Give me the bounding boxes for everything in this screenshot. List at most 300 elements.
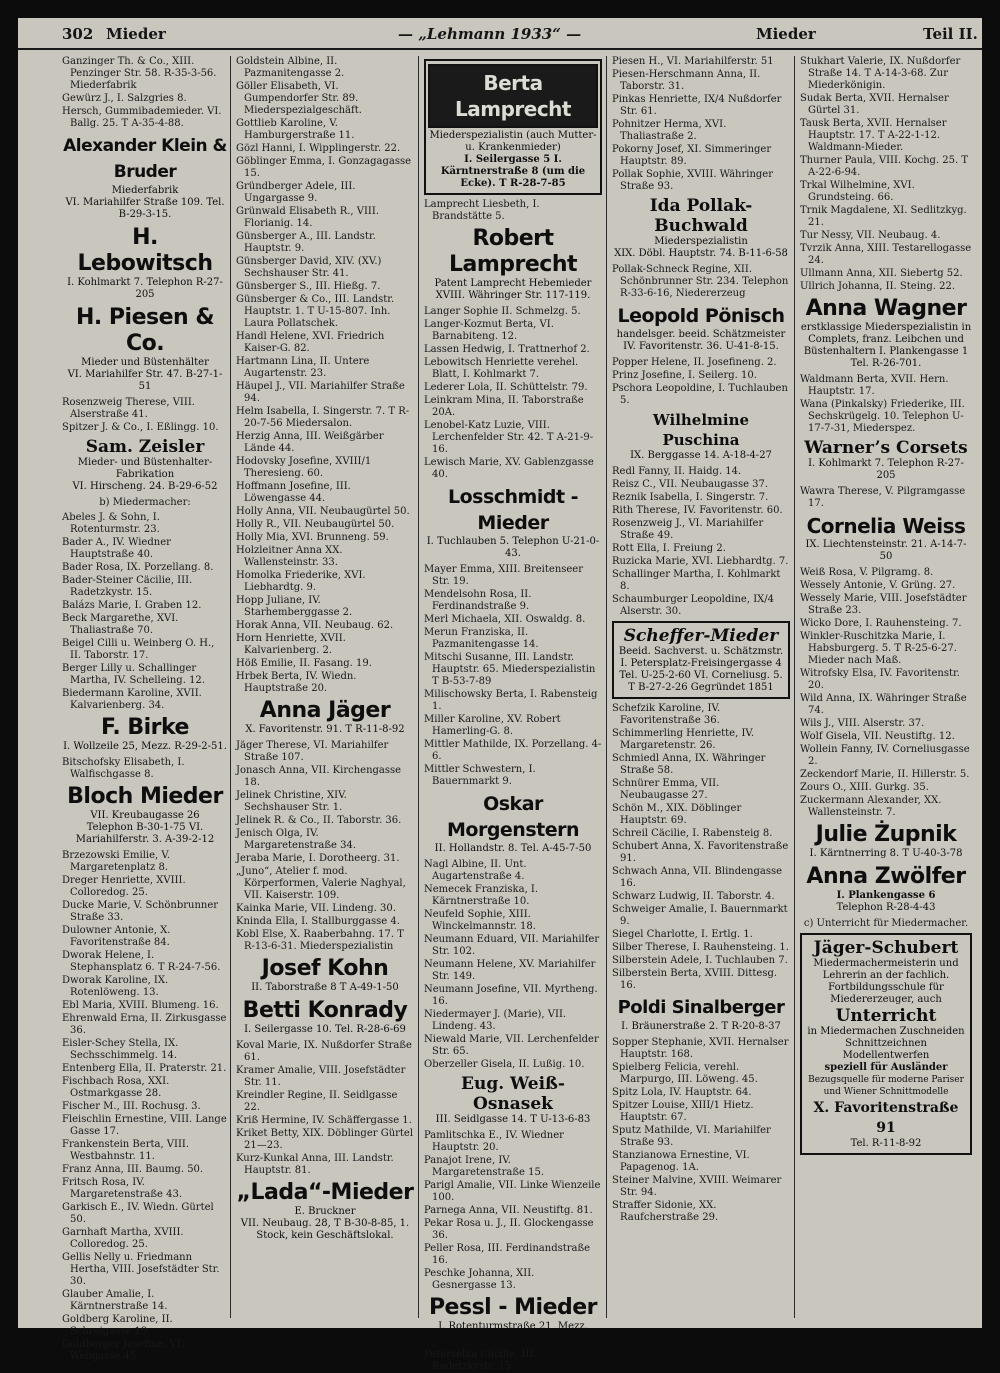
ad-weiss-osnasek bbox=[424, 1074, 602, 1126]
list-item: Kreindler Regine, II. Seidlgasse 22. bbox=[236, 1090, 398, 1113]
entry-list bbox=[612, 264, 790, 300]
list-item: Grünwald Elisabeth R., VIII. Florianig. 14. bbox=[236, 206, 380, 229]
ad-text: speziell für Ausländer bbox=[824, 1062, 948, 1073]
list-item: Mittler Mathilde, IX. Porzellang. 4-6. bbox=[424, 739, 602, 762]
ad-text: Warner’s Corsets bbox=[804, 438, 968, 458]
list-item: Ruzicka Marie, XVI. Liebhardtg. 7. bbox=[612, 556, 789, 567]
list-item: Merun Franziska, II. Pazmanitengasse 14. bbox=[424, 627, 539, 650]
list-item: Schallinger Martha, I. Kohlmarkt 8. bbox=[612, 569, 781, 592]
list-item: Mitschi Susanne, III. Landstr. Hauptstr. 65. Miederspezialistin T B-53-7-89 bbox=[424, 652, 596, 687]
list-item: Wana (Pinkalsky) Friederike, III. Sechskrügelg. 10. Telephon U-17-7-31, Miederspez. bbox=[800, 399, 965, 434]
list-item: Schmiedl Anna, IX. Währinger Straße 58. bbox=[612, 753, 766, 776]
entry-list bbox=[424, 1349, 602, 1373]
list-item: Parnega Anna, VII. Neustiftg. 81. bbox=[424, 1205, 593, 1216]
list-item: Hopp Juliane, IV. Starhemberggasse 2. bbox=[236, 595, 353, 618]
list-item: Pinkas Henriette, IX/4 Nußdorfer Str. 61. bbox=[612, 94, 782, 117]
list-item: Milischowsky Berta, I. Rabensteig 1. bbox=[424, 689, 598, 712]
ad-losschmidt bbox=[424, 484, 602, 560]
ad-text: III. Seidlgasse 14. T U-13-6-83 bbox=[435, 1114, 591, 1125]
list-item: Horn Henriette, XVII. Kalvarienberg. 2. bbox=[236, 633, 346, 656]
page-header bbox=[18, 18, 982, 50]
list-item: Schön M., XIX. Döblinger Hauptstr. 69. bbox=[612, 803, 742, 826]
list-item: Helm Isabella, I. Singerstr. 7. T R-20-7-56 Miedersalon. bbox=[236, 406, 410, 429]
list-item: Lassen Hedwig, I. Trattnerhof 2. bbox=[424, 344, 590, 355]
ad-text: Alexander Klein & Bruder bbox=[63, 136, 227, 182]
list-item: Neufeld Sophie, XIII. Winckelmannstr. 18. bbox=[424, 909, 536, 932]
list-item: Fischer M., III. Rochusg. 3. bbox=[62, 1101, 201, 1112]
list-item: Höß Emilie, II. Fasang. 19. bbox=[236, 658, 372, 669]
list-item: Witrofsky Elsa, IV. Favoritenstr. 20. bbox=[800, 668, 960, 691]
list-item: Handl Helene, XVI. Friedrich Kaiser-G. 82. bbox=[236, 331, 385, 354]
ad-text: Patent Lamprecht Hebemieder XVIII. Währinger Str. 117-119. bbox=[434, 278, 592, 301]
list-item: Fritsch Rosa, IV. Margaretenstraße 43. bbox=[62, 1177, 182, 1200]
ad-lebowitsch bbox=[62, 225, 228, 301]
list-item: Gözl Hanni, I. Wipplingerstr. 22. bbox=[236, 143, 401, 154]
ad-sinalberger bbox=[612, 995, 790, 1033]
section-heading: c) Unterricht für Miedermacher. bbox=[803, 918, 969, 929]
ad-text: I. Kohlmarkt 7. Telephon R-27-205 bbox=[808, 458, 964, 481]
list-item: Lebowitsch Henriette verehel. Blatt, I. Kohlmarkt 7. bbox=[424, 357, 579, 380]
ad-birke bbox=[62, 715, 228, 753]
list-item: Straffer Sidonie, XX. Raufcherstraße 29. bbox=[612, 1200, 719, 1223]
list-item: Ganzinger Th. & Co., XIII. Penzinger Str. 58. R-35-3-56. Miederfabrik bbox=[62, 56, 217, 91]
ad-text: Telephon R-28-4-43 bbox=[836, 902, 936, 913]
ad-text: Miedermachermeisterin und Lehrerin an der fachlich. Fortbildungsschule für Miedererzeuger, auch bbox=[813, 958, 959, 1005]
ad-text: X. Favoritenstr. 91. T R-11-8-92 bbox=[245, 724, 405, 735]
list-item: Ehrenwald Erna, II. Zirkusgasse 36. bbox=[62, 1013, 227, 1036]
list-item: Lamprecht Liesbeth, I. Brandstätte 5. bbox=[424, 199, 540, 222]
ad-text: Anna Jäger bbox=[259, 698, 391, 723]
ad-text: Bloch Mieder bbox=[67, 784, 223, 809]
list-item: Holly R., VII. Neubaugürtel 50. bbox=[236, 519, 395, 530]
list-item: Homolka Friederike, XVI. Liebhardtg. 9. bbox=[236, 570, 366, 593]
list-item: Wawra Therese, V. Pilgramgasse 17. bbox=[800, 486, 966, 509]
list-item: Ducke Marie, V. Schönbrunner Straße 33. bbox=[62, 900, 219, 923]
list-item: Popper Helene, II. Josefineng. 2. bbox=[612, 357, 777, 368]
list-item: Koval Marie, IX. Nußdorfer Straße 61. bbox=[236, 1040, 412, 1063]
ad-text: Mieder und Büstenhälter bbox=[81, 357, 209, 368]
list-item: Günsberger David, XIV. (XV.) Sechshauser Str. 41. bbox=[236, 256, 382, 279]
list-item: Hoffmann Josefine, III. Löwengasse 44. bbox=[236, 481, 351, 504]
list-item: Redl Fanny, II. Haidg. 14. bbox=[612, 466, 742, 477]
list-item: Zeckendorf Marie, II. Hillerstr. 5. bbox=[800, 769, 970, 780]
ad-text: Sam. Zeisler bbox=[85, 437, 205, 457]
ad-text: IX. Liechtensteinstr. 21. A-14-7-50 bbox=[805, 539, 967, 562]
ad-berta-lamprecht bbox=[424, 59, 602, 195]
list-item: Spitzer J. & Co., I. Eßlingg. 10. bbox=[62, 422, 219, 433]
entry-list bbox=[236, 1040, 414, 1177]
list-item: Beck Margarethe, XVI. Thaliastraße 70. bbox=[62, 613, 179, 636]
list-item: Langer-Kozmut Berta, VI. Barnabiteng. 12. bbox=[424, 319, 554, 342]
list-item: Parigl Amalie, VII. Linke Wienzeile 100. bbox=[424, 1180, 601, 1203]
list-item: Dreger Henriette, XVIII. Colloredog. 25. bbox=[62, 875, 186, 898]
list-item: Goldberg Karoline, II. Schreigasse 19. bbox=[62, 1314, 173, 1337]
entry-list bbox=[62, 757, 228, 781]
list-item: Trnik Magdalene, XI. Sedlitzkyg. 21. bbox=[800, 205, 967, 228]
list-item: Schimmerling Henriette, IV. Margaretenstr. 26. bbox=[612, 728, 755, 751]
list-item: Dworak Karoline, IX. Rotenlöweng. 13. bbox=[62, 975, 169, 998]
entry-list bbox=[424, 859, 602, 1071]
ad-betti-konrady bbox=[236, 998, 414, 1036]
list-item: Spielberg Felicia, verehl. Marpurgo, III. Löweng. 45. bbox=[612, 1062, 758, 1085]
list-item: Schefzik Karoline, IV. Favoritenstraße 36. bbox=[612, 703, 721, 726]
column-5 bbox=[800, 56, 972, 1318]
list-item: Niewald Marie, VII. Lerchenfelder Str. 65. bbox=[424, 1034, 599, 1057]
list-item: Pokorny Josef, XI. Simmeringer Hauptstr. 89. bbox=[612, 144, 772, 167]
entry-list bbox=[424, 1130, 602, 1292]
list-item: Günsberger S., III. Hießg. 7. bbox=[236, 281, 381, 292]
ad-text: II. Taborstraße 8 T A-49-1-50 bbox=[251, 982, 399, 993]
section-heading: b) Miedermacher: bbox=[99, 497, 191, 508]
ad-text: Oskar Morgenstern bbox=[446, 793, 580, 841]
list-item: Kobl Else, X. Raaberbahng. 17. T R-13-6-31. Miederspezialistin bbox=[236, 929, 404, 952]
list-item: Schweiger Amalie, I. Bauernmarkt 9. bbox=[612, 904, 788, 927]
list-item: Weiß Rosa, V. Pilgramg. 8. bbox=[800, 567, 934, 578]
list-item: Mittler Schwestern, I. Bauernmarkt 9. bbox=[424, 764, 536, 787]
ad-text: Ida Pollak-Buchwald bbox=[649, 196, 753, 236]
list-item: Stukhart Valerie, IX. Nußdorfer Straße 14. T A-14-3-68. Zur Miederkönigin. bbox=[800, 56, 961, 91]
entry-list bbox=[62, 397, 228, 434]
entry-list bbox=[800, 567, 972, 819]
column-rule bbox=[794, 56, 795, 1318]
ad-text: Leopold Pönisch bbox=[617, 305, 785, 327]
list-item: Biedermann Karoline, XVII. Kalvarienberg. 34. bbox=[62, 688, 202, 711]
list-item: Kriß Hermine, IV. Schäffergasse 1. bbox=[236, 1115, 412, 1126]
ad-josef-kohn bbox=[236, 956, 414, 994]
list-item: Wils J., VIII. Alserstr. 37. bbox=[800, 718, 925, 729]
ad-text: „Lada“-Mieder bbox=[236, 1180, 414, 1205]
list-item: „Juno“, Atelier f. mod. Körperformen, Valerie Naghyal, VII. Kaiserstr. 109. bbox=[236, 866, 406, 901]
ad-zeisler bbox=[62, 437, 228, 493]
list-item: Rith Therese, IV. Favoritenstr. 60. bbox=[612, 505, 783, 516]
list-item: Langer Sophie II. Schmelzg. 5. bbox=[424, 306, 581, 317]
ad-text: Berta Lamprecht bbox=[455, 71, 571, 121]
entry-list bbox=[424, 306, 602, 481]
list-item: Bader-Steiner Cäcilie, III. Radetzkystr. 15. bbox=[62, 575, 193, 598]
directory-page bbox=[18, 18, 982, 1372]
ad-text: I. Kohlmarkt 7. Telephon R-27-205 bbox=[67, 277, 223, 300]
ad-text: erstklassige Miederspezialistin in Complets, franz. Leibchen und Büstenhaltern I. Plankengasse 1 Tel. R-26-701. bbox=[800, 322, 972, 369]
ad-warners-corsets bbox=[800, 438, 972, 482]
entry-list bbox=[612, 357, 790, 407]
list-item: Lederer Lola, II. Schüttelstr. 79. bbox=[424, 382, 588, 393]
list-item: Dulowner Antonie, X. Favoritenstraße 84. bbox=[62, 925, 171, 948]
list-item: Tausk Berta, XVII. Hernalser Hauptstr. 17. T A-22-1-12. Waldmann-Mieder. bbox=[800, 118, 947, 153]
list-item: Schubert Anna, X. Favoritenstraße 91. bbox=[612, 841, 789, 864]
list-item: Jeraba Marie, I. Dorotheerg. 31. bbox=[236, 853, 400, 864]
entry-list bbox=[62, 56, 228, 130]
list-item: Piesen-Herschmann Anna, II. Taborstr. 31. bbox=[612, 69, 761, 92]
list-item: Goldberger Josefine, VI. Webgasse 45. bbox=[62, 1339, 184, 1362]
list-item: Rosenzweig J., VI. Mariahilfer Straße 49. bbox=[612, 518, 764, 541]
ad-text: I. Wollzeile 25, Mezz. R-29-2-51. bbox=[63, 741, 227, 752]
entry-list bbox=[612, 703, 790, 992]
ad-text: I. Tuchlauben 5. Telephon U-21-0-43. bbox=[426, 536, 600, 559]
ad-anna-zwoelfer bbox=[800, 864, 972, 914]
list-item: Schwarz Ludwig, II. Taborstr. 4. bbox=[612, 891, 775, 902]
list-item: Abeles J. & Sohn, I. Rotenturmstr. 23. bbox=[62, 512, 160, 535]
entry-list bbox=[800, 486, 972, 510]
ad-text: Miederspezialistin (auch Mutter- u. Krankenmieder) bbox=[429, 130, 597, 153]
list-item: Zuckermann Alexander, XX. Wallensteinstr. 7. bbox=[800, 795, 942, 818]
ad-julie-zupnik bbox=[800, 822, 972, 860]
column-rule bbox=[418, 56, 419, 1318]
ad-text: IX. Berggasse 14. A-18-4-27 bbox=[630, 450, 772, 461]
ad-poenisch bbox=[612, 303, 790, 353]
ad-text: Beeid. Sachverst. u. Schätzmstr. I. Petersplatz-Freisingergasse 4 Tel. U-25-2-60 VI. Corneliusg. 5. T B-27-2-26 Gegründet 1851 bbox=[618, 646, 784, 693]
list-item: Jelinek Christine, XIV. Sechshauser Str. 1. bbox=[236, 790, 347, 813]
ad-text: Telephon B-30-1-75 VI. Mariahilferstr. 3. A-39-2-12 bbox=[75, 822, 215, 845]
list-item: Kurz-Kunkal Anna, III. Landstr. Hauptstr. 81. bbox=[236, 1153, 394, 1176]
ad-klein-bruder bbox=[62, 133, 228, 221]
list-item: Waldmann Berta, XVII. Hern. Hauptstr. 17. bbox=[800, 374, 949, 397]
list-item: Holly Mia, XVI. Brunneng. 59. bbox=[236, 532, 389, 543]
header-part: Teil II. bbox=[923, 25, 978, 43]
list-item: Wild Anna, IX. Währinger Straße 74. bbox=[800, 693, 967, 716]
list-item: Jonasch Anna, VII. Kirchengasse 18. bbox=[236, 765, 402, 788]
ad-text: Josef Kohn bbox=[261, 956, 389, 981]
list-item: Beigel Cilli u. Weinberg O. H., II. Taborstr. 17. bbox=[62, 638, 215, 661]
ad-text: I. Rotenturmstraße 21, Mezz. Telephon U-26-5-13 bbox=[438, 1321, 588, 1344]
ad-text: I. Bräunerstraße 2. T R-20-8-37 bbox=[621, 1021, 781, 1032]
list-item: Wolf Gisela, VII. Neustiftg. 12. bbox=[800, 731, 955, 742]
list-item: Hodovsky Josefine, XVIII/1 Theresieng. 60. bbox=[236, 456, 372, 479]
list-item: Fleischlin Ernestine, VIII. Lange Gasse 17. bbox=[62, 1114, 227, 1137]
list-item: Neumann Eduard, VII. Mariahilfer Str. 102. bbox=[424, 934, 600, 957]
list-item: Hartmann Lina, II. Untere Augartenstr. 23. bbox=[236, 356, 370, 379]
ad-text: E. Bruckner bbox=[294, 1206, 356, 1217]
list-item: Kninda Ella, I. Stallburggasse 4. bbox=[236, 916, 400, 927]
list-item: Stanzianowa Ernestine, VI. Papagenog. 1A. bbox=[612, 1150, 750, 1173]
ad-text: I. Plankengasse 6 bbox=[836, 890, 936, 901]
ad-text: X. Favoritenstraße 91 bbox=[813, 1100, 959, 1136]
list-item: Silber Therese, I. Rauhensteing. 1. bbox=[612, 942, 789, 953]
ad-text: Scheffer-Mieder bbox=[623, 626, 779, 646]
list-item: Nemecek Franziska, I. Kärntnerstraße 10. bbox=[424, 884, 539, 907]
list-item: Panajot Irene, IV. Margaretenstraße 15. bbox=[424, 1155, 544, 1178]
ad-puschina bbox=[612, 410, 790, 462]
entry-list bbox=[62, 512, 228, 712]
ad-text: Eug. Weiß-Osnasek bbox=[461, 1074, 565, 1114]
list-item: Kriket Betty, XIX. Döblinger Gürtel 21—23. bbox=[236, 1128, 414, 1151]
ad-text: Robert Lamprecht bbox=[448, 226, 578, 277]
list-item: Rosenzweig Therese, VIII. Alserstraße 41. bbox=[62, 397, 195, 420]
ad-robert-lamprecht bbox=[424, 226, 602, 302]
list-item: Glauber Amalie, I. Kärntnerstraße 14. bbox=[62, 1289, 168, 1312]
list-item: Nagl Albine, II. Unt. Augartenstraße 4. bbox=[424, 859, 527, 882]
ad-text: I. Seilergasse 5 I. Kärntnerstraße 8 (um die Ecke). T R-28-7-85 bbox=[440, 154, 586, 189]
column-1 bbox=[62, 56, 228, 1362]
ad-text: Miederspezialistin bbox=[654, 236, 748, 247]
list-item: Holzleitner Anna XX. Wallensteinstr. 33. bbox=[236, 545, 343, 568]
list-item: Miller Karoline, XV. Robert Hamerling-G. 8. bbox=[424, 714, 561, 737]
list-item: Silberstein Adele, I. Tuchlauben 7. bbox=[612, 955, 788, 966]
ad-text: Bezugsquelle für moderne Pariser und Wiener Schnittmodelle bbox=[808, 1075, 964, 1097]
column-rule bbox=[606, 56, 607, 1318]
list-item: Sputz Mathilde, VI. Mariahilfer Straße 93. bbox=[612, 1125, 771, 1148]
ad-text: II. Hollandstr. 8. Tel. A-45-7-50 bbox=[434, 843, 592, 854]
entry-list bbox=[612, 1037, 790, 1224]
list-item: Prinz Josefine, I. Seilerg. 10. bbox=[612, 370, 757, 381]
list-item: Holly Anna, VII. Neubaugürtel 50. bbox=[236, 506, 410, 517]
ad-text: Unterricht bbox=[835, 1006, 937, 1026]
list-item: Trkal Wilhelmine, XVI. Grundsteing. 66. bbox=[800, 180, 915, 203]
ad-text: handelsger. beeid. Schätzmeister IV. Favoritenstr. 36. U-41-8-15. bbox=[616, 329, 786, 352]
list-item: Leinkram Mina, II. Taborstraße 20A. bbox=[424, 395, 584, 418]
ad-cornelia-weiss bbox=[800, 513, 972, 563]
list-item: Pohnitzer Herma, XVI. Thaliastraße 2. bbox=[612, 119, 727, 142]
list-item: Oberzeller Gisela, II. Lußig. 10. bbox=[424, 1059, 585, 1070]
list-item: Schaumburger Leopoldine, IX/4 Alserstr. 30. bbox=[612, 594, 774, 617]
ad-text: Miederfabrik bbox=[111, 185, 179, 196]
list-item: Pollak Sophie, XVIII. Währinger Straße 93. bbox=[612, 169, 774, 192]
list-item: Hersch, Gummibademieder. VI. Ballg. 25. T A-35-4-88. bbox=[62, 106, 222, 129]
entry-list bbox=[612, 466, 790, 618]
ad-text: F. Birke bbox=[101, 715, 189, 740]
list-item: Bader A., IV. Wiedner Hauptstraße 40. bbox=[62, 537, 171, 560]
list-item: Schwach Anna, VII. Blindengasse 16. bbox=[612, 866, 783, 889]
list-item: Hrbek Berta, IV. Wiedn. Hauptstraße 20. bbox=[236, 671, 357, 694]
list-item: Herzig Anna, III. Weißgärber Lände 44. bbox=[236, 431, 384, 454]
ad-text: VII. Kreubaugasse 26 bbox=[90, 810, 200, 821]
entry-list bbox=[62, 850, 228, 1363]
entry-list bbox=[612, 56, 790, 193]
list-item: Franz Anna, III. Baumg. 50. bbox=[62, 1164, 204, 1175]
list-item: Wollein Fanny, IV. Corneliusgasse 2. bbox=[800, 744, 970, 767]
list-item: Zours O., XIII. Gurkg. 35. bbox=[800, 782, 929, 793]
list-item: Bader Rosa, IX. Porzellang. 8. bbox=[62, 562, 214, 573]
list-item: Berger Lilly u. Schallinger Martha, IV. Schelleing. 12. bbox=[62, 663, 205, 686]
list-item: Göller Elisabeth, VI. Gumpendorfer Str. 89. Miederspezialgeschäft. bbox=[236, 81, 362, 116]
entry-list bbox=[424, 199, 602, 223]
list-item: Wessely Antonie, V. Grüng. 27. bbox=[800, 580, 956, 591]
list-item: Garkisch E., IV. Wiedn. Gürtel 50. bbox=[62, 1202, 214, 1225]
ad-text: Tel. R-11-8-92 bbox=[850, 1138, 922, 1149]
list-item: Lewisch Marie, XV. Gablenzgasse 40. bbox=[424, 457, 594, 480]
ad-text: I. Seilergasse 10. Tel. R-28-6-69 bbox=[244, 1024, 406, 1035]
entry-list bbox=[800, 374, 972, 435]
ad-text: XIX. Döbl. Hauptstr. 74. B-11-6-58 bbox=[614, 248, 788, 259]
list-item: Eisler-Schey Stella, IX. Sechsschimmelg. 14. bbox=[62, 1038, 179, 1061]
header-category-left: Mieder bbox=[106, 25, 166, 43]
header-category-right: Mieder bbox=[756, 25, 816, 43]
list-item: Silberstein Berta, XVIII. Dittesg. 16. bbox=[612, 968, 778, 991]
list-item: Kainka Marie, VII. Lindeng. 30. bbox=[236, 903, 396, 914]
ad-text: H. Lebowitsch bbox=[77, 225, 213, 276]
ad-text: H. Piesen & Co. bbox=[75, 305, 215, 356]
list-item: Entenberg Ella, II. Praterstr. 21. bbox=[62, 1063, 227, 1074]
ad-pollak-buchwald bbox=[612, 196, 790, 260]
list-item: Goldstein Albine, II. Pazmanitengasse 2. bbox=[236, 56, 345, 79]
list-item: Frankenstein Berta, VIII. Westbahnstr. 11. bbox=[62, 1139, 190, 1162]
ad-text: Jäger-Schubert bbox=[813, 938, 959, 958]
ad-text: Anna Wagner bbox=[805, 296, 967, 321]
list-item: Steiner Malvine, XVIII. Weimarer Str. 94. bbox=[612, 1175, 782, 1198]
ad-text: Mieder- und Büstenhalter-Fabrikation bbox=[77, 457, 213, 480]
list-item: Ebl Maria, XVIII. Blumeng. 16. bbox=[62, 1000, 219, 1011]
ad-anna-jaeger bbox=[236, 698, 414, 736]
ad-text: Betti Konrady bbox=[242, 998, 408, 1023]
list-item: Pamlitschka E., IV. Wiedner Hauptstr. 20. bbox=[424, 1130, 564, 1153]
list-item: Mendelsohn Rosa, II. Ferdinandstraße 9. bbox=[424, 589, 532, 612]
list-item: Günsberger A., III. Landstr. Hauptstr. 9. bbox=[236, 231, 376, 254]
ad-text: Anna Zwölfer bbox=[806, 864, 966, 889]
ad-text: VI. Hirscheng. 24. B-29-6-52 bbox=[72, 481, 218, 492]
list-item: Gründberger Adele, III. Ungargasse 9. bbox=[236, 181, 356, 204]
list-item: Fischbach Rosa, XXI. Ostmarkgasse 28. bbox=[62, 1076, 170, 1099]
ad-text: Wilhelmine Puschina bbox=[652, 411, 750, 449]
ad-text: Cornelia Weiss bbox=[806, 514, 966, 538]
list-item: Reisz C., VII. Neubaugasse 37. bbox=[612, 479, 769, 490]
list-item: Merl Michaela, XII. Oswaldg. 8. bbox=[424, 614, 586, 625]
list-item: Thurner Paula, VIII. Kochg. 25. T A-22-6-94. bbox=[800, 155, 969, 178]
ad-piesen bbox=[62, 305, 228, 393]
list-item: Pekar Rosa u. J., II. Glockengasse 36. bbox=[424, 1218, 594, 1241]
ad-text: I. Kärntnerring 8. T U-40-3-78 bbox=[809, 848, 963, 859]
list-item: Lenobel-Katz Luzie, VIII. Lerchenfelder Str. 42. T A-21-9-16. bbox=[424, 420, 594, 455]
list-item: Neumann Helene, XV. Mariahilfer Str. 149. bbox=[424, 959, 596, 982]
ad-scheffer-mieder bbox=[612, 621, 790, 699]
ad-text: VI. Mariahilfer Straße 109. Tel. B-29-3-15. bbox=[65, 197, 225, 220]
list-item: Jäger Therese, VI. Mariahilfer Straße 107. bbox=[236, 740, 389, 763]
list-item: Schnürer Emma, VII. Neubaugasse 27. bbox=[612, 778, 720, 801]
list-item: Reznik Isabella, I. Singerstr. 7. bbox=[612, 492, 769, 503]
column-rule bbox=[230, 56, 231, 1318]
list-item: Jenisch Olga, IV. Margaretenstraße 34. bbox=[236, 828, 356, 851]
list-item: Ullrich Johanna, II. Steing. 22. bbox=[800, 281, 955, 292]
ad-pessl-mieder bbox=[424, 1295, 602, 1345]
list-item: Kramer Amalie, VIII. Josefstädter Str. 11. bbox=[236, 1065, 406, 1088]
list-item: Neumann Josefine, VII. Myrtheng. 16. bbox=[424, 984, 598, 1007]
list-item: Sopper Stephanie, XVII. Hernalser Hauptstr. 168. bbox=[612, 1037, 789, 1060]
ad-morgenstern bbox=[424, 791, 602, 855]
list-item: Pschora Leopoldine, I. Tuchlauben 5. bbox=[612, 383, 788, 406]
list-item: Wessely Marie, VIII. Josefstädter Straße 23. bbox=[800, 593, 967, 616]
ad-text: VI. Mariahilfer Str. 47. B-27-1-51 bbox=[67, 369, 223, 392]
page-number: 302 bbox=[62, 25, 94, 43]
list-item: Balázs Marie, I. Graben 12. bbox=[62, 600, 202, 611]
list-item: Tur Nessy, VII. Neubaug. 4. bbox=[800, 230, 941, 241]
list-item: Schreil Cäcilie, I. Rabensteig 8. bbox=[612, 828, 773, 839]
list-item: Garnhaft Martha, XVIII. Colloredog. 25. bbox=[62, 1227, 184, 1250]
ad-text: Losschmidt - Mieder bbox=[447, 486, 579, 534]
list-item: Niedermayer J. (Marie), VII. Lindeng. 43. bbox=[424, 1009, 567, 1032]
list-item: Pollak-Schneck Regine, XII. Schönbrunner Str. 234. Telephon R-33-6-16, Niedererzeug bbox=[612, 264, 789, 299]
list-item: Bitschofsky Elisabeth, I. Walfischgasse 8. bbox=[62, 757, 185, 780]
ad-text: Poldi Sinalberger bbox=[617, 997, 785, 1018]
list-item: Horak Anna, VII. Neubaug. 62. bbox=[236, 620, 394, 631]
list-item: Ullmann Anna, XII. Siebertg 52. bbox=[800, 268, 963, 279]
list-item: Günsberger & Co., III. Landstr. Hauptstr. 1. T U-15-807. Inh. Laura Pollatschek. bbox=[236, 294, 395, 329]
header-title: — „Lehmann 1933“ — bbox=[398, 25, 582, 43]
list-item: Sudak Berta, XVII. Hernalser Gürtel 31. bbox=[800, 93, 949, 116]
list-item: Tvrzik Anna, XIII. Testarellogasse 24. bbox=[800, 243, 972, 266]
list-item: Gellis Nelly u. Friedmann Hertha, VIII. Josefstädter Str. 30. bbox=[62, 1252, 220, 1287]
entry-list bbox=[800, 56, 972, 293]
entry-list bbox=[424, 564, 602, 788]
column-3 bbox=[424, 56, 602, 1372]
list-item: Rott Ella, I. Freiung 2. bbox=[612, 543, 726, 554]
list-item: Wicko Dore, I. Rauhensteing. 7. bbox=[800, 618, 962, 629]
list-item: Peterselka Cäcilie, III. Radetzkystr. 15. bbox=[424, 1349, 537, 1372]
ad-jaeger-schubert bbox=[800, 933, 972, 1155]
list-item: Brzezowski Emilie, V. Margaretenplatz 8. bbox=[62, 850, 171, 873]
list-item: Peschke Johanna, XII. Gesnergasse 13. bbox=[424, 1268, 535, 1291]
list-item: Spitz Lola, IV. Hauptstr. 64. bbox=[612, 1087, 752, 1098]
column-2 bbox=[236, 56, 414, 1318]
list-item: Mayer Emma, XIII. Breitenseer Str. 19. bbox=[424, 564, 584, 587]
entry-list bbox=[236, 56, 414, 695]
